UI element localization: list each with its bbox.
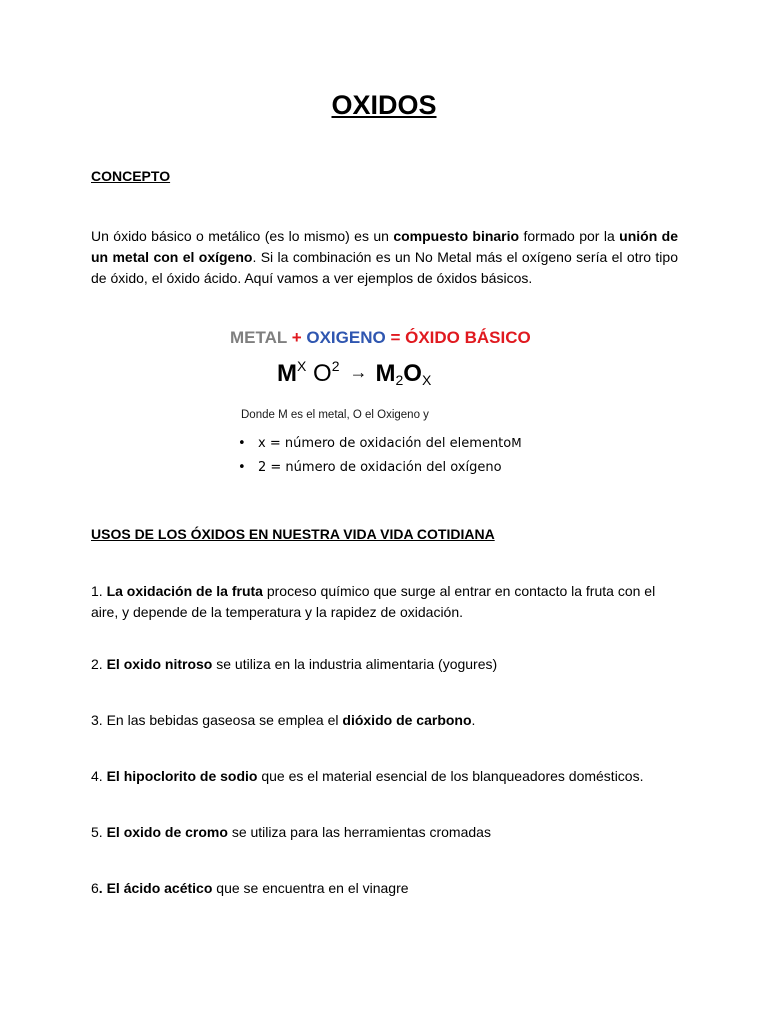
usos-item-2 <box>91 654 678 675</box>
item-bold: . El ácido acético <box>98 880 213 896</box>
figure-equals: = <box>385 328 406 347</box>
arrow-icon: → <box>349 362 368 382</box>
item-bold: El hipoclorito de sodio <box>106 768 258 784</box>
item-number: 6 <box>91 880 99 896</box>
formula-m2: M <box>375 360 396 387</box>
concepto-text-2: formado por la <box>519 228 620 244</box>
bullet-icon: • <box>238 460 246 475</box>
item-number: 1. <box>91 583 107 599</box>
item-text: se utiliza para las herramientas cromadas <box>227 824 491 840</box>
figure-formula <box>277 358 431 388</box>
concepto-bold-1: compuesto binario <box>393 228 520 244</box>
formula-x-subscript: X <box>421 372 432 388</box>
usos-item-4 <box>91 766 678 787</box>
figure-bullet <box>238 436 522 451</box>
figure-equation-title <box>230 328 531 348</box>
figure-oxigeno: OXIGENO <box>306 328 386 347</box>
item-number: 2. <box>91 656 107 672</box>
formula-x-superscript: X <box>297 358 307 374</box>
formula-2-subscript: 2 <box>395 372 404 388</box>
concepto-paragraph <box>91 226 678 289</box>
item-text: . <box>471 712 476 728</box>
bullet-icon: • <box>238 436 246 451</box>
usos-item-6 <box>91 878 678 899</box>
item-text: se utiliza en la industria alimentaria (yogures) <box>212 656 498 672</box>
item-bold: El oxido nitroso <box>106 656 213 672</box>
usos-item-1 <box>91 581 678 623</box>
item-number: 4. <box>91 768 107 784</box>
item-text: proceso químico que surge al entrar en contacto la fruta con el aire, y depende de la temperatura y la rapidez de oxidación. <box>91 583 656 620</box>
item-bold: La oxidación de la fruta <box>106 583 263 599</box>
concepto-text-3: . Si la combinación es un No Metal más el oxígeno sería el otro tipo de óxido, el óxido ácido. Aquí vamos a ver ejemplos de óxidos básicos. <box>91 249 678 286</box>
figure-bullet-suffix: M <box>511 436 522 450</box>
formula-m1: M <box>277 360 297 387</box>
concepto-bold-2: unión de un metal con el oxígeno <box>91 228 679 265</box>
figure-bullet-text: x = número de oxidación del elemento <box>258 436 512 451</box>
figure-bullet-text: 2 = número de oxidación del oxígeno <box>258 460 502 475</box>
item-text-pre: En las bebidas gaseosa se emplea el <box>106 712 343 728</box>
usos-item-5 <box>91 822 678 843</box>
item-number: 5. <box>91 824 107 840</box>
figure-oxido-basico: ÓXIDO BÁSICO <box>405 328 531 347</box>
item-bold: dióxido de carbono <box>342 712 472 728</box>
figure-bullet <box>238 460 502 475</box>
item-bold: El oxido de cromo <box>106 824 228 840</box>
figure-plus: + <box>286 328 307 347</box>
concepto-text-1: Un óxido básico o metálico (es lo mismo) es un <box>91 228 394 244</box>
formula-2-superscript: 2 <box>331 358 340 374</box>
figure-metal: METAL <box>230 328 287 347</box>
usos-heading: USOS DE LOS ÓXIDOS EN NUESTRA VIDA VIDA COTIDIANA <box>91 526 495 542</box>
figure-note: Donde M es el metal, O el Oxigeno y <box>241 409 429 421</box>
concepto-heading: CONCEPTO <box>91 168 171 184</box>
formula-o1: O <box>306 360 332 387</box>
item-text: que es el material esencial de los blanqueadores domésticos. <box>257 768 644 784</box>
item-text: que se encuentra en el vinagre <box>212 880 409 896</box>
usos-item-3 <box>91 710 678 731</box>
page-title: OXIDOS <box>331 90 437 120</box>
formula-o2: O <box>403 360 422 387</box>
item-number: 3. <box>91 712 107 728</box>
